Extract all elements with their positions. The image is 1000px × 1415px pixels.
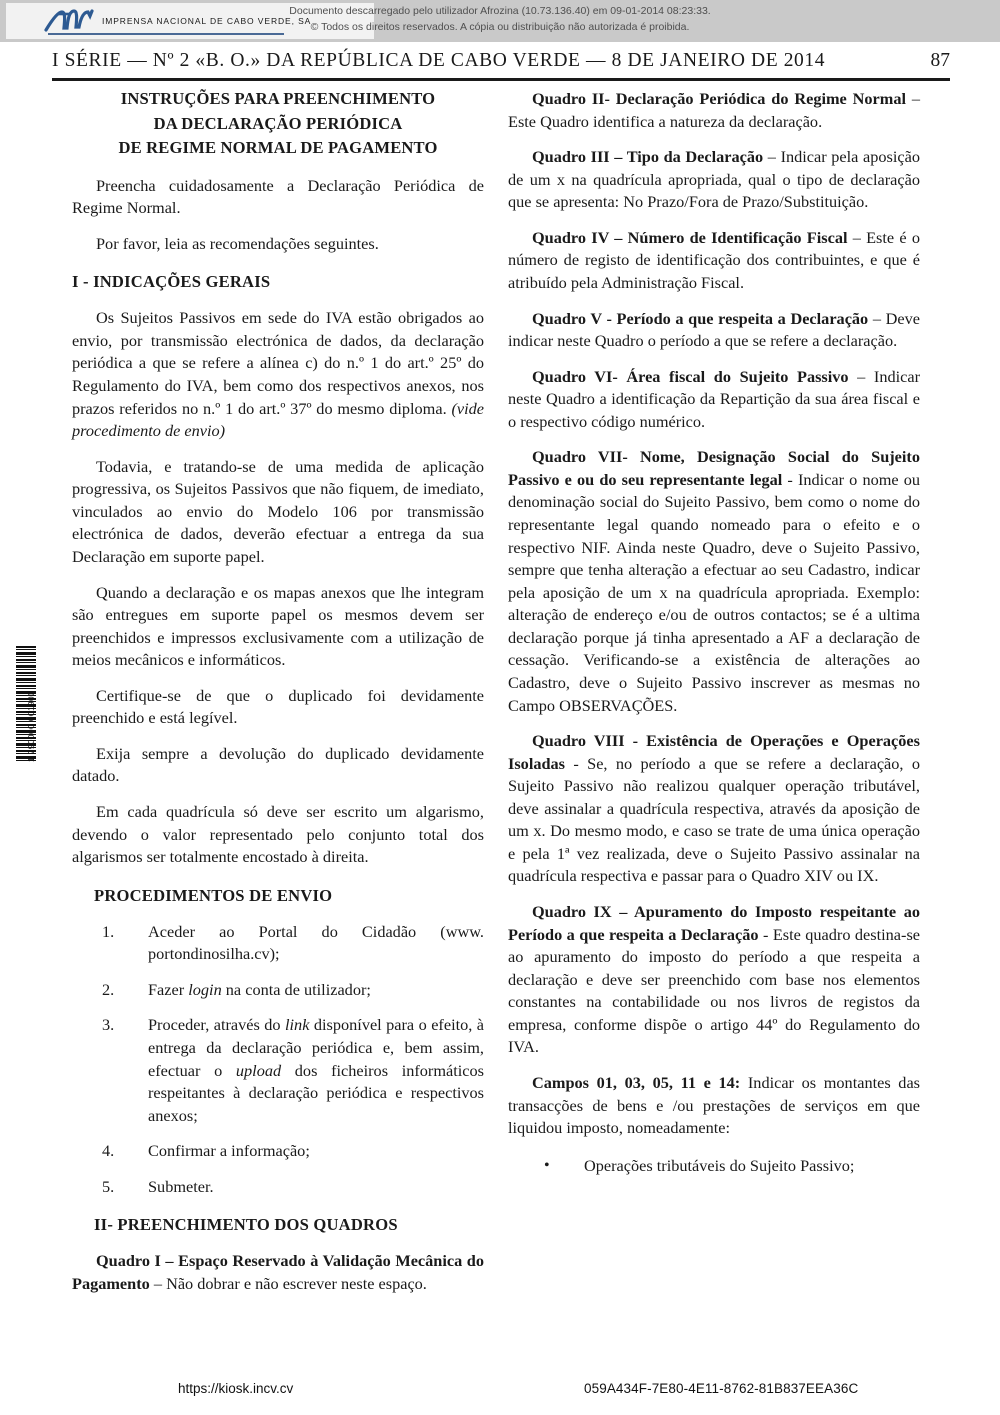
quadro-vi-text: – Indicar neste Quadro a identificação da Repartição da sua área fiscal e o respectivo código numérico. [508, 366, 920, 431]
paragraph-quadro-i [72, 1237, 484, 1295]
step-3-mid: disponível para o efeito, à entrega da declaração periódica e, bem assim, efectuar o [148, 1015, 484, 1080]
paragraph-quadro-iv [508, 214, 920, 295]
paragraph-quadro-ix [508, 888, 920, 1059]
quadro-ix-label: Quadro IX – Apuramento do Imposto respeitante ao Período a que respeita a Declaração [508, 902, 920, 944]
paragraph-preencha: Preencha cuidadosamente a Declaração Periódica de Regime Normal. [72, 175, 484, 218]
watermark-download-info: Documento descarregado pelo utilizador Afrozina (10.73.136.40) em 09-01-2014 08:23:33. [289, 5, 711, 17]
paragraph-quadro-iii [508, 133, 920, 214]
paragraph-exija-sempre: Exija sempre a devolução do duplicado devidamente datado. [72, 743, 484, 786]
logo-underline [48, 33, 284, 35]
heading-indicacoes-gerais: I - INDICAÇÕES GERAIS [72, 272, 271, 292]
paragraph-em-cada-quadricula: Em cada quadrícula só deve ser escrito um algarismo, devendo o valor representado pelo conjunto total dos algarismos ser totalmente encostado à direita. [72, 802, 484, 867]
quadro-i-text: – Não dobrar e não escrever neste espaço. [149, 1273, 427, 1293]
step-2-italic: login [188, 979, 222, 999]
paragraph-certifique-se: Certifique-se de que o duplicado foi devidamente preenchido e está legível. [72, 685, 484, 728]
step-3-italic-link: link [285, 1015, 310, 1035]
heading-preenchimento-dos-quadros: II- PREENCHIMENTO DOS QUADROS [94, 1215, 398, 1235]
header-divider-rule [52, 78, 950, 81]
download-watermark-band [0, 0, 1000, 42]
quadro-iii-text: – Indicar pela aposição de um x na quadrícula apropriada, qual o tipo de declaração que se apresenta: No Prazo/Fora de Prazo/Substituição. [508, 147, 920, 212]
doc-title-line-2: DA DECLARAÇÃO PERIÓDICA [153, 113, 403, 133]
paragraph-quadro-viii [508, 717, 920, 888]
list-item [72, 1127, 484, 1163]
doc-title-line-3: DE REGIME NORMAL DE PAGAMENTO [118, 138, 438, 158]
quadro-ix-text: - Este quadro destina-se ao apuramento do imposto do período a que respeita a declaração e deve ser preenchido com base nos elementos constantes na contabilidade ou nos livros de registos da empresa, conforme dispõe o artigo 44º do Regulamento do IVA. [508, 924, 921, 1057]
campos-bullet-list [508, 1140, 920, 1178]
paragraph-por-favor: Por favor, leia as recomendações seguintes. [96, 233, 379, 253]
footer-kiosk-url[interactable]: https://kiosk.incv.cv [178, 1381, 294, 1396]
paragraph-todavia: Todavia, e tratando-se de uma medida de aplicação progressiva, os Sujeitos Passivos que não fiquem, de imediato, vinculados ao envio do Modelo 106 por transmissão electrónica de dados, deverão efectuar a entrega da sua Declaração em suporte papel. [72, 456, 484, 566]
quadro-viii-label: Quadro VIII - Existência de Operações e Operações Isoladas [508, 731, 920, 773]
doc-title-line-1: INSTRUÇÕES PARA PREENCHIMENTO [120, 89, 436, 108]
step-3-tail: dos ficheiros informáticos respeitantes à declaração periódica e respectivos anexos; [148, 1060, 484, 1125]
list-item [508, 1140, 920, 1178]
page-number: 87 [930, 50, 950, 71]
list-item [72, 908, 484, 966]
quadro-vi-label: Quadro VI- Área fiscal do Sujeito Passivo [532, 366, 849, 386]
quadro-iv-text: – Este é o número de registo de identificação dos contribuintes, e que é atribuído pela Administração Fiscal. [508, 227, 920, 292]
step-2-pre: Fazer [148, 979, 189, 999]
barcode-digits: 1 790000 001900 [27, 690, 36, 762]
running-head [52, 50, 950, 80]
campos-label: Campos 01, 03, 05, 11 e 14: [532, 1072, 741, 1092]
heading-procedimentos-de-envio: PROCEDIMENTOS DE ENVIO [94, 885, 333, 905]
step-5-text: Submeter. [148, 1176, 214, 1196]
paragraph-quando-declaracao: Quando a declaração e os mapas anexos que lhe integram são entregues em suporte papel os mesmos devem ser preenchidos e impressos exclusivamente com a utilização de meios mecânicos e informáticos. [72, 582, 484, 670]
paragraph-sujeitos-passivos [72, 294, 484, 442]
footer-document-guid: 059A434F-7E80-4E11-8762-81B837EEA36C [584, 1381, 859, 1396]
bullet-1-text: Operações tributáveis do Sujeito Passivo; [584, 1155, 855, 1175]
step-1-text: Aceder ao Portal do Cidadão (www. portondinosilha.cv); [148, 921, 484, 964]
quadro-iv-label: Quadro IV – Número de Identificação Fiscal [532, 227, 848, 247]
quadro-viii-text: - Se, no período a que se refere a declaração, o Sujeito Passivo não realizou qualquer operação tributável, deve assinalar a quadrícula respectiva, através da aposição de um x. Do mesmo modo, e caso se trate de uma única operação e pela 1ª vez realizada, deve o Sujeito Passivo assinalar na quadrícula respectiva e passar para o Quadro XIV ou IX. [508, 753, 920, 886]
step-2-post: na conta de utilizador; [221, 979, 371, 999]
running-head-title: I SÉRIE — Nº 2 «B. O.» DA REPÚBLICA DE CABO VERDE — 8 DE JANEIRO DE 2014 [52, 50, 826, 71]
watermark-copyright: © Todos os direitos reservados. A cópia ou distribuição não autorizada é proibida. [310, 21, 690, 33]
list-item [72, 1163, 484, 1199]
quadro-vii-text: - Indicar o nome ou denominação social do Sujeito Passivo, bem como o nome do representante legal quando nomeado para o efeito e o respectivo NIF. Ainda neste Quadro, deve o Sujeito Passivo, sempre que tenha alteração a efectuar ao seu Cadastro, indicar pela aposição de um x na quadrícula apropriada. Exemplo: alteração de endereço e/ou de outros contactos; se é a ultima declaração porque já tinha apresentado a AF a declaração de cessação. Verificando-se a existência de alterações ao Cadastro, deve o Sujeito Passivo inscrever as mesmas no Campo OBSERVAÇÕES. [508, 469, 921, 715]
incv-logo-text: IMPRENSA NACIONAL DE CABO VERDE, SA [102, 16, 312, 26]
step-4-text: Confirmar a informação; [148, 1141, 310, 1161]
paragraph-sujeitos-passivos-text: Os Sujeitos Passivos em sede do IVA estão obrigados ao envio, por transmissão electrónica de dados, da declaração periódica a que se refere a alínea c) do n.º 1 do art.º 25º do Regulamento do IVA, bem como dos respectivos anexos, nos prazos referidos no n.º 1 do art.º 37º do mesmo diploma. [72, 308, 484, 418]
left-column [72, 88, 484, 1295]
paragraph-quadro-vi [508, 353, 920, 434]
quadro-ii-text: – Este Quadro identifica a natureza da declaração. [508, 89, 921, 131]
quadro-v-text: – Deve indicar neste Quadro o período a que se refere a declaração. [508, 308, 920, 351]
step-3-pre: Proceder, através do [148, 1015, 285, 1035]
quadro-v-label: Quadro V - Período a que respeita a Declaração [532, 308, 869, 328]
procedimentos-list [72, 908, 484, 1199]
quadro-i-label: Quadro I – Espaço Reservado à Validação Mecânica do Pagamento [72, 1251, 484, 1293]
paragraph-quadro-v [508, 295, 920, 353]
vide-procedimento-italic: (vide procedimento de envio) [72, 398, 484, 441]
quadro-vii-label: Quadro VII- Nome, Designação Social do Sujeito Passivo e ou do seu representante legal [508, 447, 920, 489]
campos-text: Indicar os montantes das transacções de bens e /ou prestações de serviços em que liquidou imposto, nomeadamente: [508, 1072, 921, 1138]
quadro-ii-label: Quadro II- Declaração Periódica do Regime Normal [532, 89, 906, 108]
list-item [72, 1001, 484, 1127]
quadro-iii-label: Quadro III – Tipo da Declaração [532, 147, 764, 167]
page-body [0, 88, 1000, 1363]
list-item [72, 966, 484, 1002]
paragraph-quadro-ii [508, 88, 920, 133]
step-3-italic-upload: upload [235, 1060, 282, 1080]
paragraph-quadro-vii [508, 433, 920, 717]
paragraph-campos [508, 1059, 920, 1140]
right-column [508, 88, 920, 1177]
